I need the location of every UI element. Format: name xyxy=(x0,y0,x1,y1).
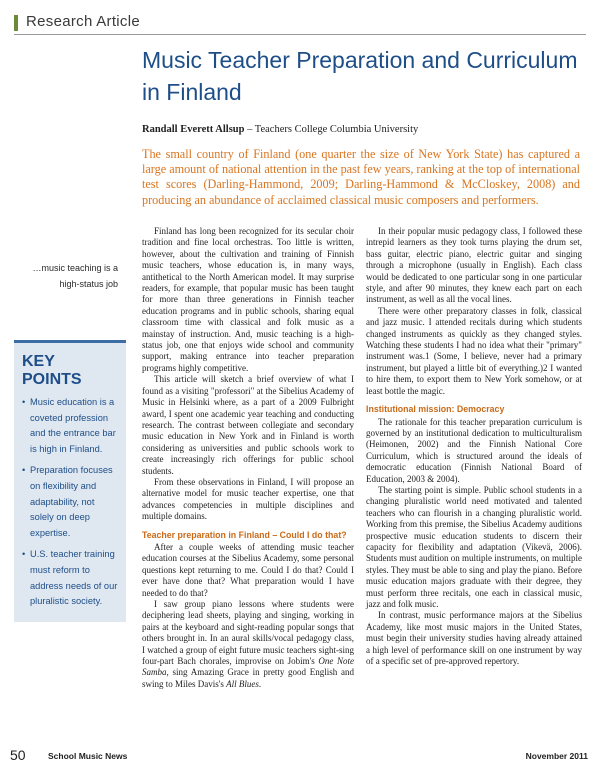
body-paragraph: The rationale for this teacher preparation curriculum is governed by an institutional dedication to multiculturalism (Heimonen, 2002) and the Finnish National Core Curriculum, which is structured around the ideals of democratic education (Finnish National Board of Education, 2003 & 2004). xyxy=(366,416,582,484)
body-paragraph: The starting point is simple. Public school students in a changing pluralistic world need motivated and talented teachers who can flourish in a changing pluralistic world. Working from this premise, the Sibelius Academy auditions prospective music education students to discern their capacity for flexibility and adaptation (Vikevä, 2006). Students must audition on multiple instruments, on multiple styles. They must be able to sing and play the piano. Before music education majors graduate with their degree, they must perform three recitals, one each in classical music, jazz and folk music. xyxy=(366,484,582,609)
body-paragraph: There were other preparatory classes in folk, classical and jazz music. I attended recitals during which students changed instruments as quickly as they changed styles. Watching these students I had no idea what their "primary" instrument was.1 (Some, I believe, never had a primary instrument, but played a little bit of everything.)2 I wanted to hire them, to export them to New York somehow, or at least bottle the magic. xyxy=(366,305,582,396)
body-paragraph: Finland has long been recognized for its secular choir tradition and fine local orchestras. Too little is written, however, about the cultivation and training of Finnish music teachers, whose education is, in many ways, antithetical to the North American model. It may surprise readers, for example, that popular music has been taught for more than three generations in Finnish teacher education programs and in public schools, sharing equal classroom time with classical and folk music as a mainstay of instruction. And, music teaching is a high-status job, one that enjoys wide school and community support, making entrance into teacher preparation programs highly competitive. xyxy=(142,226,354,373)
section-label: Research Article xyxy=(26,13,141,30)
author-affiliation: – Teachers College Columbia University xyxy=(247,124,419,135)
key-points-list xyxy=(22,395,118,610)
body-column-left xyxy=(142,226,354,690)
body-paragraph: I saw group piano lessons where students were deciphering lead sheets, playing and singing, working in pairs at the keyboard and sight-reading popular songs that others brought in. In an aural skills/vocal pedagogy class, I watched a group of eight future music teachers sight-sing four-part Bach chorales, improvise on Jobim's One Note Samba, sing Amazing Grace in pretty good English and swing to Miles Davis's All Blues. xyxy=(142,599,355,689)
body-column-right xyxy=(366,226,582,667)
lede-paragraph: The small country of Finland (one quarter the size of New York State) has captured a large amount of national attention in the past few years, ranking at the top of international test scores (Darling-Hammond, 2009; Darling-Hammond & McCloskey, 2008) and producing an abundance of acclaimed classical music composers and performers. xyxy=(142,147,580,207)
issue-date: November 2011 xyxy=(525,751,588,761)
article-title: Music Teacher Preparation and Curriculum in Finland xyxy=(142,47,578,105)
body-paragraph: In contrast, music performance majors at the Sibelius Academy, like most music majors in the United States, must begin their university studies having already attained a high level of performance skill on one instrument by way of a specific set of pre-approved repertory. xyxy=(366,610,582,667)
author-name: Randall Everett Allsup xyxy=(142,124,245,135)
body-paragraph: After a couple weeks of attending music teacher education courses at the Sibelius Academy, some personal questions kept returning to me. Could I do that? Could I ever have done that? What preparation would I have needed to do that? xyxy=(142,541,354,598)
body-paragraph: In their popular music pedagogy class, I followed these intrepid learners as they took turns playing the drum set, bass guitar, electric piano, electric guitar and singing through a microphone (usually in English). Each class would be dedicated to one particular song in one particular style, and after 90 minutes, they knew each part on each instrument, as well as all the vocal lines. xyxy=(366,226,582,305)
publication-name: School Music News xyxy=(48,751,128,761)
page-footer xyxy=(10,747,588,767)
page-number: 50 xyxy=(10,747,26,763)
byline xyxy=(142,124,418,135)
song-title: All Blues xyxy=(226,678,259,689)
song-title: One Note Samba xyxy=(142,656,355,678)
key-point-item: • U.S. teacher training must reform to address needs of our pluralistic society. xyxy=(22,549,118,607)
bullet-icon: • xyxy=(22,549,26,560)
key-point-item: • Music education is a coveted profession and the entrance bar is high in Finland. xyxy=(22,397,116,454)
bullet-icon: • xyxy=(22,397,26,407)
bullet-icon: • xyxy=(22,465,26,476)
section-header xyxy=(14,11,586,35)
key-point-item: • Preparation focuses on flexibility and adaptability, not solely on deep expertise. xyxy=(22,465,113,538)
subheading-institutional-mission: Institutional mission: Democracy xyxy=(366,404,505,415)
subheading-teacher-preparation: Teacher preparation in Finland – Could I do that? xyxy=(142,529,347,540)
pull-quote: …music teaching is a high-status job xyxy=(32,263,118,289)
body-paragraph: This article will sketch a brief overview of what I found as a visiting "professori" at the Sibelius Academy of Music in Helsinki where, as a part of a 2009 Fulbright award, I spent one academic year teaching and conducting research. The contrast between collegiate and secondary music education in New York and in Finland is worth considering as universities and public schools work to create increasingly rich offerings for public school students. xyxy=(142,374,354,476)
key-points-box xyxy=(14,340,126,622)
body-paragraph: From these observations in Finland, I will propose an alternative model for music teacher expertise, one that advances competencies in multiple disciplines and multiple domains. xyxy=(142,476,354,522)
section-marker xyxy=(14,15,18,31)
key-points-heading: KEY POINTS xyxy=(22,353,82,388)
